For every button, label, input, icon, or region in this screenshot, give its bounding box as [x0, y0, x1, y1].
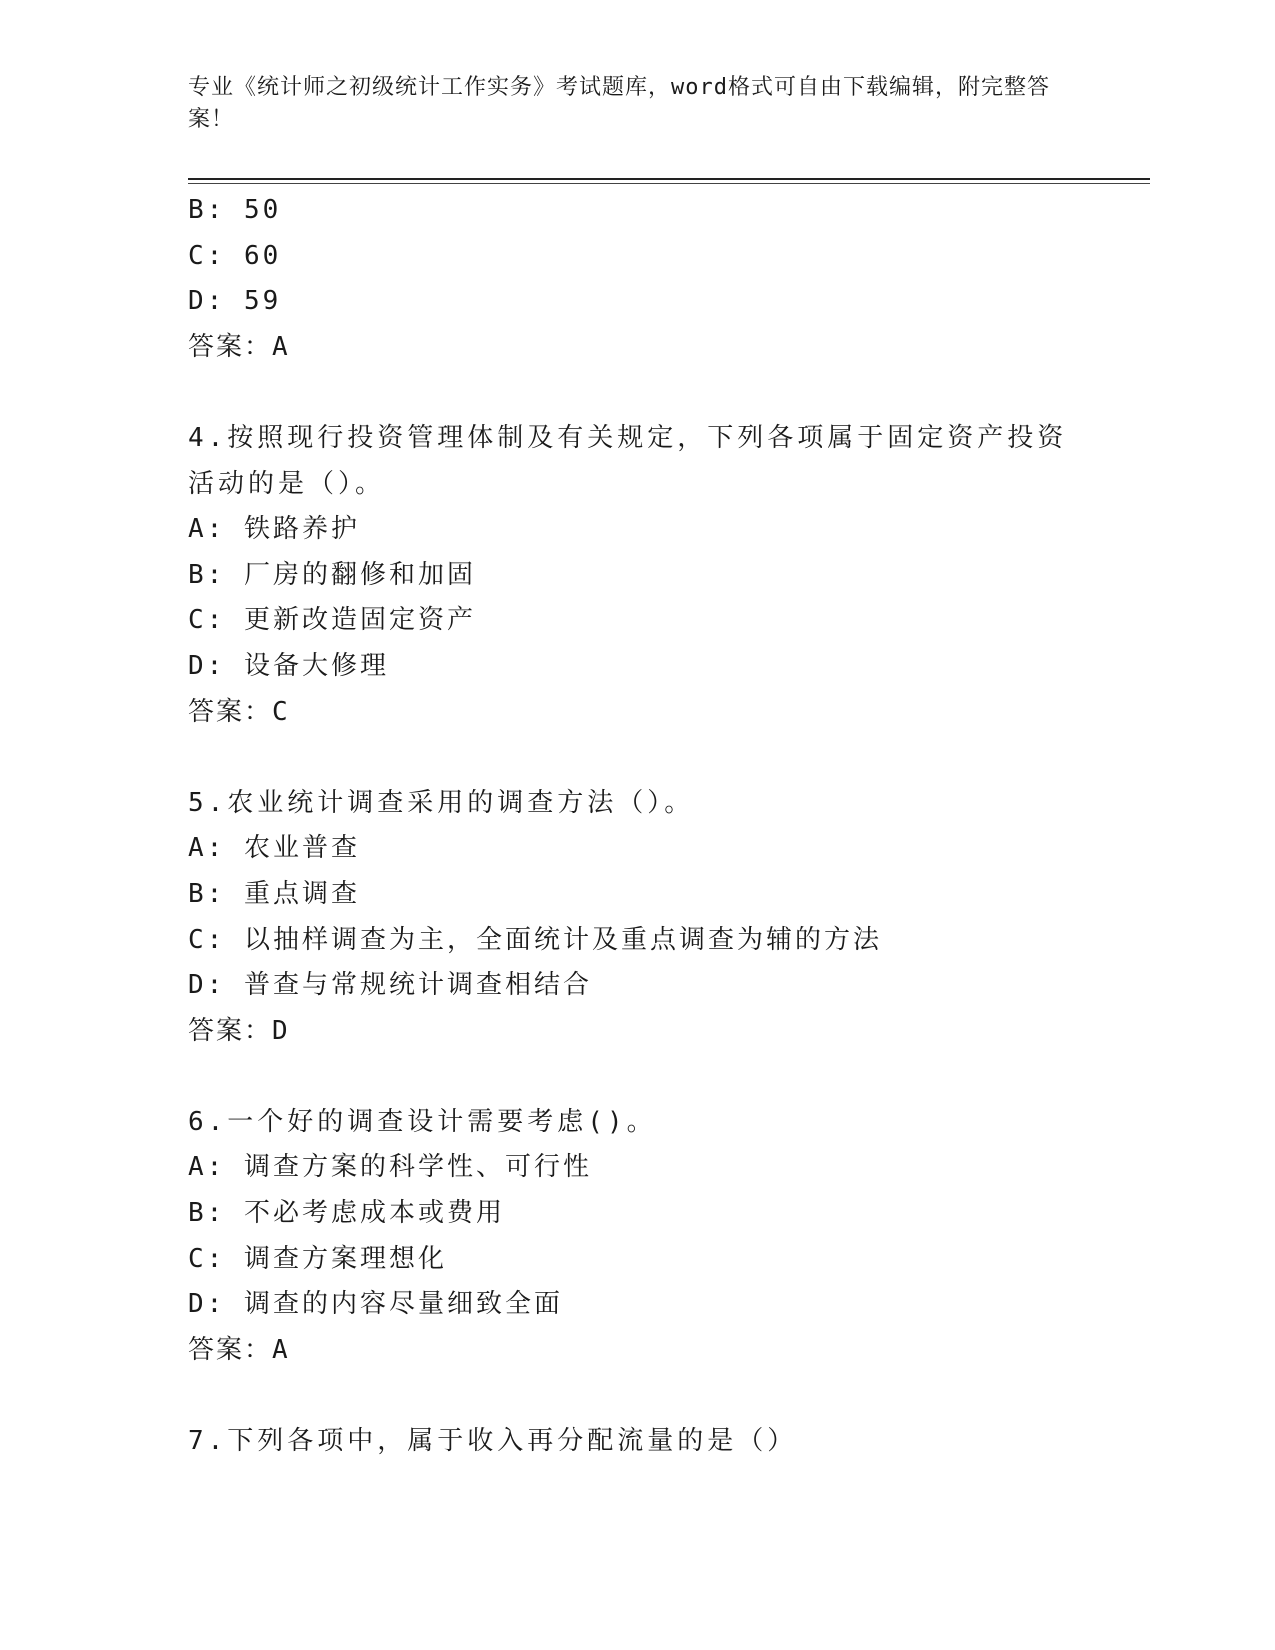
question-content: [188, 188, 1088, 1465]
header-divider-thin: [188, 183, 1150, 184]
option-c: C: 调查方案理想化: [188, 1243, 447, 1274]
option-d: D: 设备大修理: [188, 650, 389, 681]
option-d: D: 调查的内容尽量细致全面: [188, 1289, 563, 1320]
prev-question: [188, 188, 1088, 370]
option-c: C: 以抽样调查为主，全面统计及重点调查为辅的方法: [188, 924, 882, 955]
header-divider-thick: [188, 178, 1150, 180]
question-stem: 5.农业统计调查采用的调查方法（）。: [188, 787, 695, 818]
option-d: D: 普查与常规统计调查相结合: [188, 970, 592, 1001]
option-b: B: 不必考虑成本或费用: [188, 1198, 505, 1229]
question-5: [188, 781, 1088, 1055]
option-a: A: 调查方案的科学性、可行性: [188, 1152, 592, 1183]
answer: 答案：A: [188, 1334, 290, 1365]
option-b: B: 重点调查: [188, 878, 360, 909]
option-a: A: 农业普查: [188, 833, 360, 864]
option-c: C: 更新改造固定资产: [188, 605, 476, 636]
question-stem: 4.按照现行投资管理体制及有关规定，下列各项属于固定资产投资活动的是（）。: [188, 422, 1068, 499]
answer: 答案：A: [188, 331, 290, 362]
option-b: B: 50: [188, 195, 282, 225]
option-d: D: 59: [188, 286, 282, 317]
document-header: 专业《统计师之初级统计工作实务》考试题库，word格式可自由下载编辑，附完整答案！: [188, 75, 1050, 132]
question-4: [188, 416, 1088, 735]
question-stem: 6.一个好的调查设计需要考虑()。: [188, 1106, 657, 1137]
question-6: [188, 1100, 1088, 1374]
question-7: [188, 1419, 1088, 1465]
answer: 答案：D: [188, 1015, 290, 1046]
option-b: B: 厂房的翻修和加固: [188, 559, 476, 590]
question-stem: 7.下列各项中，属于收入再分配流量的是（）: [188, 1426, 798, 1457]
option-c: C: 60: [188, 240, 282, 271]
option-a: A: 铁路养护: [188, 514, 360, 545]
answer: 答案：C: [188, 696, 290, 727]
